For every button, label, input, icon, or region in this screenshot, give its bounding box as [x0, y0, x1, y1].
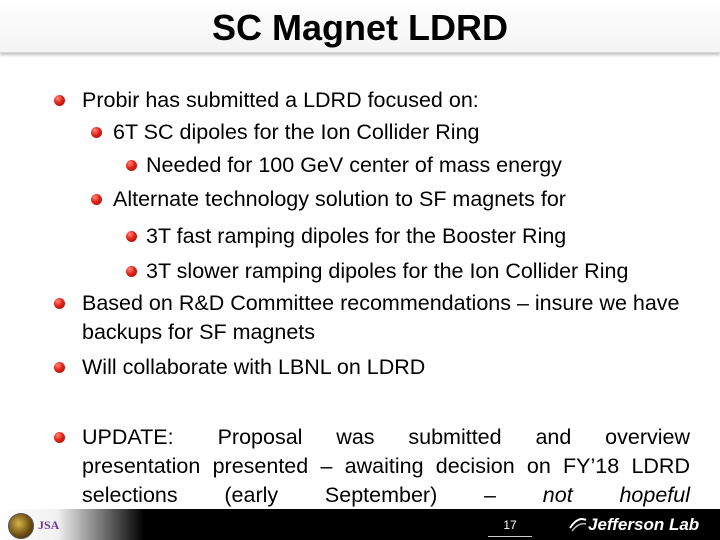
bullet-item [82, 86, 479, 115]
bullet-icon [54, 432, 65, 443]
jefferson-lab-logo: Jefferson Lab [588, 515, 700, 534]
jefferson-lab-swoosh-icon [568, 514, 588, 534]
bullet-text: 3T fast ramping dipoles for the Booster Ring [146, 224, 567, 248]
bullet-text: Based on R&D Committee recommendations – insure we have backups for SF magnets [82, 291, 680, 344]
seal-icon [8, 513, 34, 539]
jsa-logo: JSA [38, 518, 60, 532]
bullet-icon [54, 95, 65, 106]
bullet-item [146, 151, 562, 180]
bullet-text: Alternate technology solution to SF magnets for [113, 187, 566, 211]
bullet-item [113, 185, 566, 214]
bullet-icon [91, 194, 102, 205]
update-text: Proposal was submitted and overview presentation presented – awaiting decision on FY’18 LDRD selections (early September) – [82, 425, 690, 507]
page-number: 17 [480, 516, 540, 534]
bullet-item [113, 118, 480, 147]
bullet-icon [126, 266, 137, 277]
update-label: UPDATE: [82, 425, 174, 449]
bullet-item [146, 222, 566, 251]
bullet-text: Probir has submitted a LDRD focused on: [82, 88, 479, 112]
bullet-icon [126, 231, 137, 242]
update-emphasis: not hopeful [542, 483, 690, 507]
update-item [82, 423, 690, 510]
update-paragraph [82, 423, 690, 510]
bullet-item [82, 353, 425, 382]
bullet-icon [126, 160, 137, 171]
bullet-text: 6T SC dipoles for the Ion Collider Ring [113, 120, 480, 144]
bullet-icon [54, 362, 65, 373]
bullet-icon [54, 298, 65, 309]
bullet-icon [91, 127, 102, 138]
bullet-text: Needed for 100 GeV center of mass energy [146, 153, 562, 177]
bullet-item [82, 289, 694, 347]
slide-title: SC Magnet LDRD [212, 7, 508, 48]
bullet-text: 3T slower ramping dipoles for the Ion Collider Ring [146, 259, 629, 283]
bullet-text: Will collaborate with LBNL on LDRD [82, 355, 426, 379]
bullet-item [146, 257, 628, 286]
